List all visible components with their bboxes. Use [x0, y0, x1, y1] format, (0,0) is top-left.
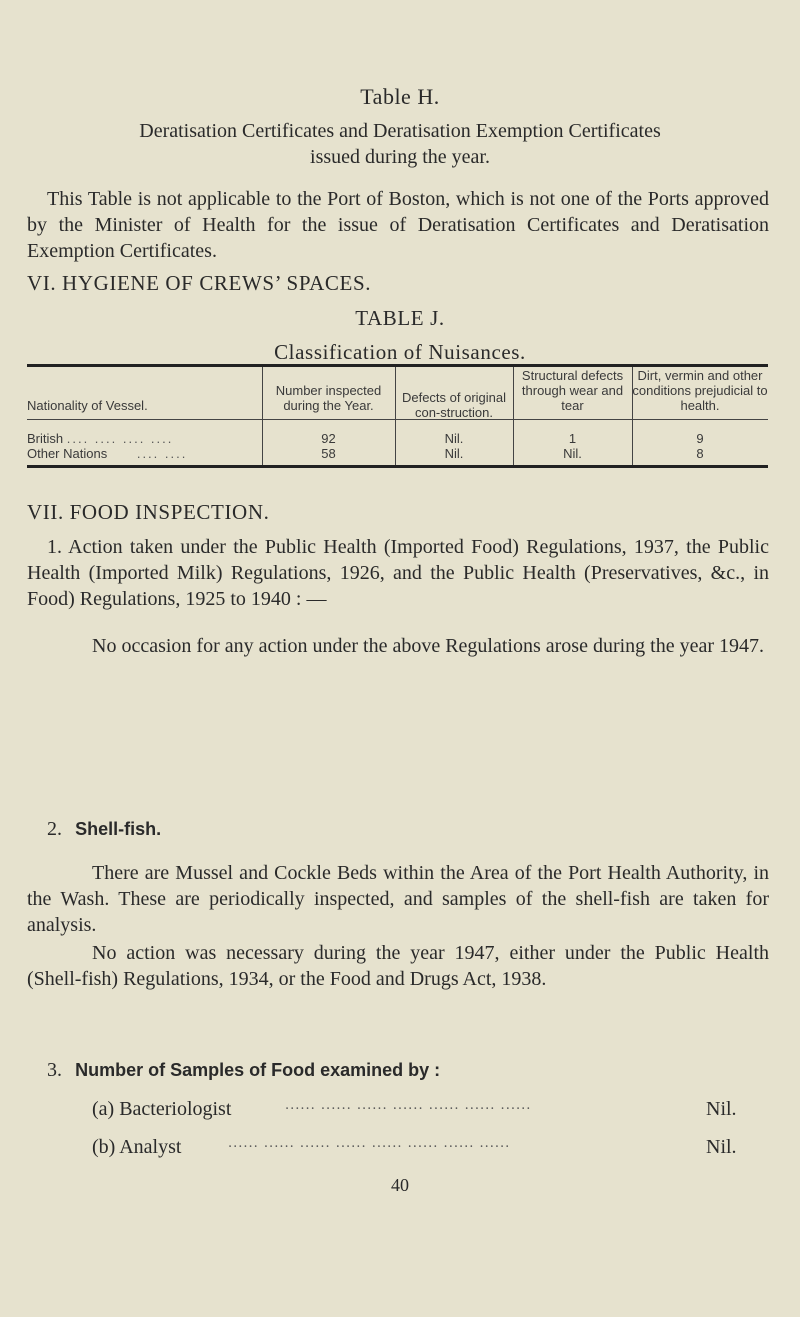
table-h-note: This Table is not applicable to the Port of Boston, which is not one of the Ports approved by the Minister of Health for the issue of Deratisation Certificates and Deratisation Exemption Certificates.: [27, 188, 769, 262]
cell-structural: 1: [568, 431, 577, 446]
sample-value-bacteriologist: Nil.: [706, 1098, 737, 1120]
shellfish-para1: There are Mussel and Cockle Beds within the Area of the Port Health Authority, in the Wash. These are periodically inspected, and samples of the shell-fish are taken for analysis.: [27, 862, 769, 936]
shellfish-heading: [47, 816, 161, 842]
table-h-subtitle-line2: issued during the year.: [310, 146, 490, 168]
food-item1-text: 1. Action taken under the Public Health (Imported Food) Regulations, 1937, the Public Health (Imported Milk) Regulations, 1926, and the Public Health (Preservatives, &c., in Food) Regulations, 1925 to 1940 : —: [27, 536, 769, 610]
sample-label: (a) Bacteriologist: [92, 1098, 232, 1120]
leader-dots: .... ....: [136, 446, 188, 461]
cell-nationality: Other Nations: [27, 446, 108, 461]
table-j-top-rule: [27, 364, 768, 367]
col-header-original: Defects of original con-struction.: [401, 390, 507, 420]
leader-dots: .... .... .... ....: [66, 431, 174, 446]
table-row: [27, 431, 173, 446]
shellfish-para2: No action was necessary during the year 1947, either under the Public Health (Shell-fish) Regulations, 1934, or the Food and Drugs Act, 1938.: [27, 942, 769, 990]
page-number: 40: [391, 1175, 409, 1195]
sample-row-bacteriologist: [92, 1096, 231, 1122]
col-header-number: Number inspected during the Year.: [275, 383, 382, 413]
col-header-structural: Structural defects through wear and tear: [521, 368, 624, 413]
samples-heading: [47, 1057, 440, 1083]
col-header-nationality: Nationality of Vessel.: [27, 398, 148, 413]
table-h-subtitle-line1: Deratisation Certificates and Deratisation Exemption Certificates: [139, 120, 661, 142]
sample-label: (b) Analyst: [92, 1136, 182, 1158]
sample-value-analyst: Nil.: [706, 1136, 737, 1158]
cell-nationality: British: [27, 431, 64, 446]
samples-number: 3.: [47, 1059, 62, 1081]
food-item1-result: No occasion for any action under the above Regulations arose during the year 1947.: [92, 635, 765, 657]
cell-number: 92: [321, 431, 336, 446]
table-h-title: Table H.: [360, 84, 440, 109]
col-header-dirt: Dirt, vermin and other conditions prejudicial to health.: [632, 368, 768, 413]
cell-number: 58: [321, 446, 336, 461]
cell-dirt: 9: [696, 431, 704, 446]
table-j-bottom-rule: [27, 465, 768, 468]
section-vii-heading: VII. FOOD INSPECTION.: [27, 500, 270, 524]
shellfish-number: 2.: [47, 818, 62, 840]
cell-structural: Nil.: [563, 446, 582, 461]
cell-dirt: 8: [696, 446, 704, 461]
sample-row-analyst: [92, 1134, 181, 1160]
cell-original: Nil.: [444, 431, 464, 446]
leader-dots: ...... ...... ...... ...... ...... ...... ...... ......: [228, 1136, 511, 1151]
leader-dots: ...... ...... ...... ...... ...... ...... ......: [285, 1098, 532, 1113]
table-j-subtitle: Classification of Nuisances.: [274, 340, 526, 364]
samples-title: Number of Samples of Food examined by :: [75, 1060, 441, 1080]
table-row: [27, 446, 187, 461]
shellfish-title: Shell-fish.: [75, 819, 162, 839]
section-vi-heading: VI. HYGIENE OF CREWS’ SPACES.: [27, 271, 372, 295]
cell-original: Nil.: [444, 446, 464, 461]
table-j-title: TABLE J.: [355, 306, 445, 330]
